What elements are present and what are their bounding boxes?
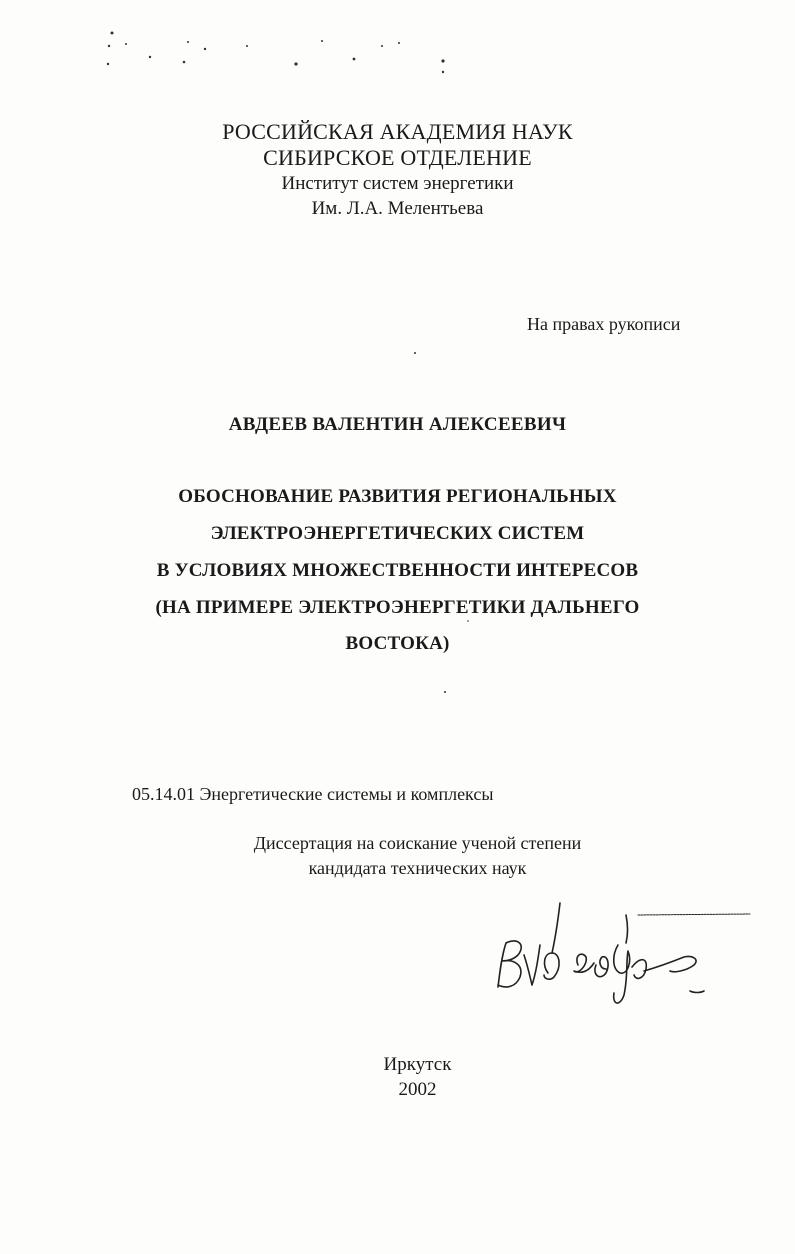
thesis-title-line-1: ОБОСНОВАНИЕ РАЗВИТИЯ РЕГИОНАЛЬНЫХ (178, 486, 617, 507)
publication-year: 2002 (398, 1079, 437, 1100)
thesis-title-line-5: ВОСТОКА) (345, 633, 450, 654)
thesis-title-line-3: В УСЛОВИЯХ МНОЖЕСТВЕННОСТИ ИНТЕРЕСОВ (156, 560, 639, 581)
author-signature (478, 895, 768, 1025)
institute-name: Институт систем энергетики (281, 173, 514, 194)
institute-named-after: Им. Л.А. Мелентьева (311, 198, 484, 219)
thesis-title-line-4: (НА ПРИМЕРЕ ЭЛЕКТРОЭНЕРГЕТИКИ ДАЛЬНЕГО (155, 597, 640, 618)
publication-city: Иркутск (383, 1054, 452, 1075)
branch-name: СИБИРСКОЕ ОТДЕЛЕНИЕ (263, 145, 532, 170)
author-name: АВДЕЕВ ВАЛЕНТИН АЛЕКСЕЕВИЧ (228, 414, 567, 435)
manuscript-rights-note: На правах рукописи (527, 314, 681, 334)
degree-line-2: кандидата технических наук (308, 858, 527, 878)
thesis-title-line-2: ЭЛЕКТРОЭНЕРГЕТИЧЕСКИХ СИСТЕМ (210, 523, 585, 544)
academy-name: РОССИЙСКАЯ АКАДЕМИЯ НАУК (222, 119, 573, 144)
degree-line-1: Диссертация на соискание ученой степени (253, 833, 582, 853)
specialty-code: 05.14.01 Энергетические системы и комплексы (132, 784, 494, 804)
